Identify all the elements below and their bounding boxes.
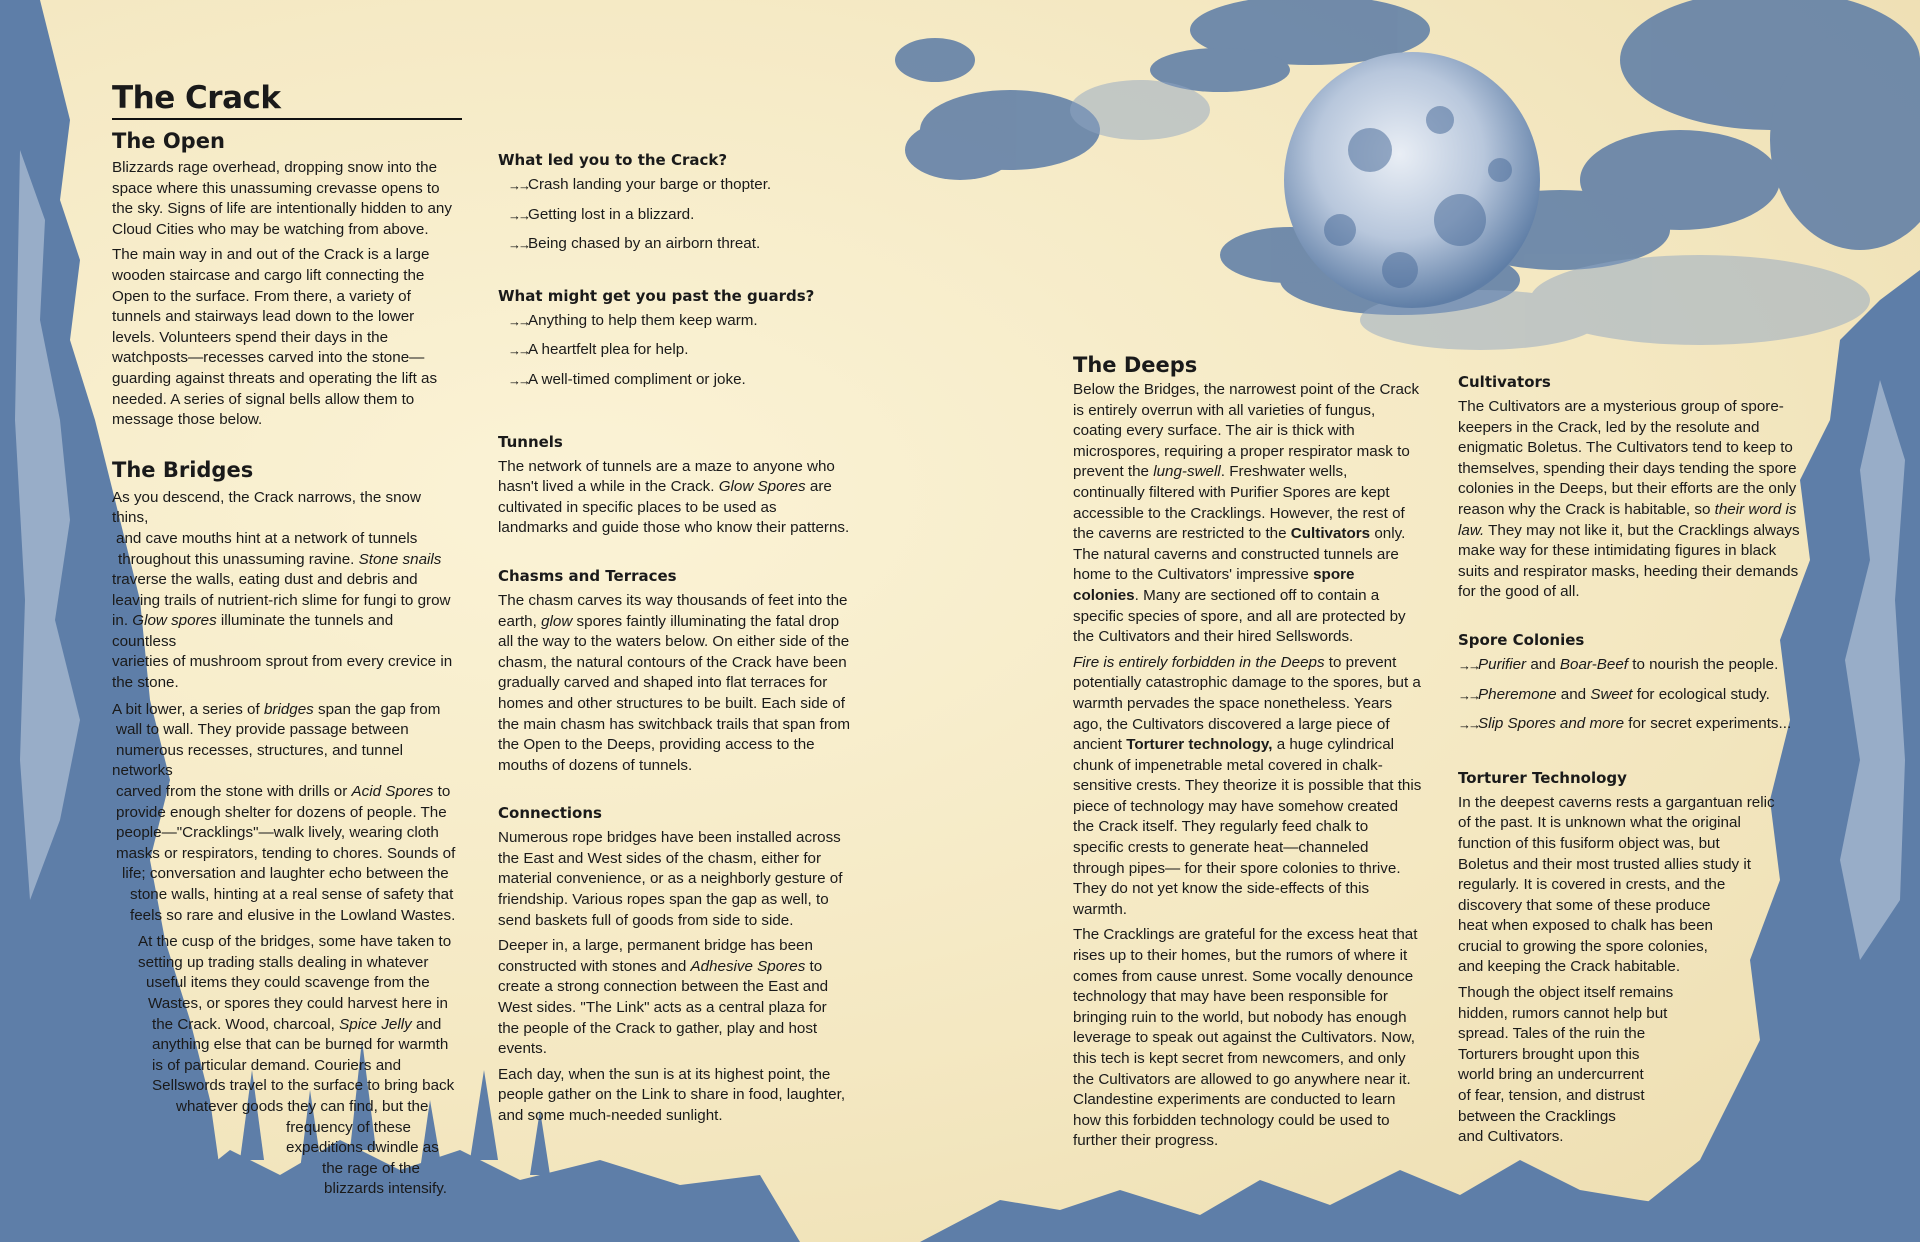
heading-torturer-technology: Torturer Technology: [1458, 768, 1627, 787]
paragraph-bridges-3: At the cusp of the bridges, some have taken to setting up trading stalls dealing in whatever useful items they could scavenge from the Wastes, or spores they could harvest here in the Crack. Wood, charcoal, Spice Jelly and anything else that can be burned for warmth is of particular demand. Couriers and Sellswords travel to the surface to bring back whatever goods they can find, but the frequency of these expeditions dwindle as the rage of the blizzards intensify.: [138, 933, 455, 1198]
heading-spore-colonies: Spore Colonies: [1458, 630, 1585, 649]
heading-the-bridges: The Bridges: [112, 457, 254, 482]
list-item: →→ Being chased by an airborn threat.: [508, 234, 850, 256]
paragraph: The Cultivators are a mysterious group of spore-keepers in the Crack, led by the resolute and enigmatic Boletus. The Cultivators tend to keep to themselves, spending their days tending the spore colonies in the Deeps, but their efforts are the only reason why the Crack is habitable, so their word is law. They may not like it, but the Cracklings always make way for these intimidating figures in black suits and respirator masks, heeding their demands for the good of all.: [1458, 398, 1800, 601]
paragraph: The main way in and out of the Crack is a large wooden staircase and cargo lift connecting the Open to the surface. From there, a variety of tunnels and stairways lead down to the lower levels. Volunteers spend their days in the watchposts—recesses carved into the stone—guarding against threats and operating the lift as needed. A series of signal bells allow them to message those below.: [112, 246, 438, 429]
heading-connections: Connections: [498, 804, 602, 823]
question-led-you: What led you to the Crack?: [498, 151, 728, 169]
list-led-you: [498, 175, 850, 256]
paragraph-bridges-1: As you descend, the Crack narrows, the snow thins, and cave mouths hint at a network of tunnels throughout this unassuming ravine. Stone snails traverse the walls, eating dust and debris and leaving trails of nutrient-rich slime for fungi to grow in. Glow spores illuminate the tunnels and countless varieties of mushroom sprout from every crevice in the stone.: [112, 488, 453, 692]
list-item: →→ Getting lost in a blizzard.: [508, 205, 850, 227]
column-1: [112, 80, 460, 1205]
column-2: [498, 150, 850, 1132]
triple-chevron-arrow-icon: →→: [508, 313, 528, 329]
list-spore-colonies: [1458, 655, 1810, 736]
question-past-guards: What might get you past the guards?: [498, 286, 815, 305]
triple-chevron-arrow-icon: →→: [508, 343, 528, 359]
heading-the-open: The Open: [112, 129, 225, 153]
list-item: →→ A heartfelt plea for help.: [508, 340, 850, 362]
list-item: →→ Purifier and Boar-Beef to nourish the people.: [1458, 655, 1810, 677]
list-past-guards: [498, 311, 850, 392]
paragraph: In the deepest caverns rests a gargantuan relic of the past. It is unknown what the original function of this fusiform object was, but Boletus and their most trusted allies study it regularly. It is covered in crests, and the discovery that some of these produce heat when exposed to chalk has been crucial to growing the spore colonies, and keeping the Crack habitable.: [1458, 793, 1775, 976]
triple-chevron-arrow-icon: →→: [508, 178, 528, 193]
list-item: →→ Crash landing your barge or thopter.: [508, 175, 850, 197]
triple-chevron-arrow-icon: →→: [1458, 687, 1478, 703]
heading-cultivators: Cultivators: [1458, 373, 1551, 391]
triple-chevron-arrow-icon: →→: [508, 207, 528, 223]
triple-chevron-arrow-icon: →→: [1458, 657, 1478, 673]
paragraph: Numerous rope bridges have been installed across the East and West sides of the chasm, either for material convenience, or as a neighborly gesture of friendship. Various ropes span the gap as well, to send baskets full of goods from side to side.: [498, 829, 843, 929]
heading-chasms: Chasms and Terraces: [498, 566, 677, 585]
paragraph: Deeper in, a large, permanent bridge has been constructed with stones and Adhesive Spores to create a strong connection between the East and West sides. "The Link" acts as a central plaza for the people of the Crack to gather, play and host events.: [498, 937, 829, 1058]
heading-the-deeps: The Deeps: [1073, 353, 1198, 377]
paragraph-bridges-2: A bit lower, a series of bridges span the gap from wall to wall. They provide passage between numerous recesses, structures, and tunnel networks carved from the stone with drills or Acid Spores to provide enough shelter for dozens of people. The people—"Cracklings"—walk lively, wearing cloth masks or respirators, tending to chores. Sounds of life; conversation and laughter echo between the stone walls, hinting at a real sense of safety that feels so rare and elusive in the Lowland Wastes.: [112, 700, 456, 924]
paragraph: Each day, when the sun is at its highest point, the people gather on the Link to share in food, laughter, and some much-needed sunlight.: [498, 1065, 846, 1124]
triple-chevron-arrow-icon: →→: [508, 372, 528, 388]
page-title: The Crack: [112, 80, 462, 120]
list-item: →→ Slip Spores and more for secret experiments...: [1458, 714, 1810, 736]
column-3: [1073, 352, 1423, 1157]
list-item: →→ Anything to help them keep warm.: [508, 311, 850, 333]
triple-chevron-arrow-icon: →→: [508, 237, 528, 253]
paragraph: The chasm carves its way thousands of feet into the earth, glow spores faintly illuminating the fatal drop all the way to the waters below. On either side of the chasm, the natural contours of the Crack have been gradually carved and shaped into flat terraces for homes and other structures to be built. Each side of the main chasm has switchback trails that span from the Open to the Deeps, providing access to the mouths of dozens of tunnels.: [498, 591, 850, 774]
paragraph: Fire is entirely forbidden in the Deeps to prevent potentially catastrophic damage to the spores, but a warmth pervades the space nonetheless. Years ago, the Cultivators discovered a large piece of ancient Torturer technology, a huge cylindrical chunk of impenetrable metal covered in chalk-sensitive crests. They theorize it is possible that this piece of technology may have somehow created the Crack itself. They regularly feed chalk to specific crests to generate heat—channeled through pipes— for their spore colonies to thrive. They do not yet know the side-effects of this warmth.: [1073, 653, 1422, 918]
paragraph: Below the Bridges, the narrowest point of the Crack is entirely overrun with all varieties of fungus, coating every surface. The air is thick with microspores, requiring a proper respirator mask to prevent the lung-swell. Freshwater wells, continually filtered with Purifier Spores are kept accessible to the Cracklings. However, the rest of the caverns are restricted to the Cultivators only. The natural caverns and constructed tunnels are home to the Cultivators' impressive spore colonies. Many are sectioned off to contain a specific species of spore, and all are protected by the Cultivators and their hired Sellswords.: [1073, 381, 1420, 646]
paragraph: Though the object itself remains hidden, rumors cannot help but spread. Tales of the ruin the Torturers brought upon this world bring an undercurrent of fear, tension, and distrust between the Cracklings and Cultivators.: [1458, 984, 1674, 1146]
paragraph: Blizzards rage overhead, dropping snow into the space where this unassuming crevasse opens to the sky. Signs of life are intentionally hidden to any Cloud Cities who may be watching from above.: [112, 159, 452, 238]
column-4: [1458, 372, 1810, 1153]
paragraph: The Cracklings are grateful for the excess heat that rises up to their homes, but the rumors of where it comes from cause unrest. Some vocally denounce technology that may have been responsible for bringing ruin to the world, but nobody has enough leverage to speak out against the Cultivators. Now, this tech is kept secret from newcomers, and only the Cultivators are allowed to go anywhere near it. Clandestine experiments are conducted to learn how this forbidden technology could be used to further their progress.: [1073, 926, 1418, 1150]
heading-tunnels: Tunnels: [498, 432, 563, 451]
list-item: →→ A well-timed compliment or joke.: [508, 370, 850, 392]
triple-chevron-arrow-icon: →→: [1458, 717, 1478, 733]
paragraph: The network of tunnels are a maze to anyone who hasn't lived a while in the Crack. Glow Spores are cultivated in specific places to be used as landmarks and guide those who know their patterns.: [498, 457, 850, 537]
list-item: →→ Pheremone and Sweet for ecological study.: [1458, 685, 1810, 707]
